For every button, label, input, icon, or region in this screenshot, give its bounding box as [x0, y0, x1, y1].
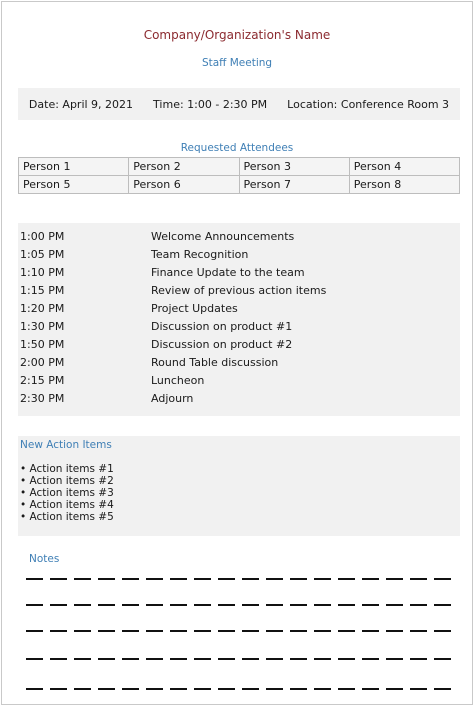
attendee-cell: Person 7	[239, 176, 349, 194]
attendees-title: Requested Attendees	[180, 142, 294, 154]
attendees-row	[19, 176, 460, 194]
meeting-time: Time: 1:00 - 2:30 PM	[153, 97, 268, 111]
agenda-time: 2:00 PM	[20, 356, 65, 369]
agenda-time: 1:15 PM	[20, 284, 65, 297]
attendees-row	[19, 158, 460, 176]
action-item: • Action items #5	[20, 511, 114, 523]
agenda-row	[18, 248, 460, 266]
agenda-time: 2:15 PM	[20, 374, 65, 387]
agenda-time: 1:50 PM	[20, 338, 65, 351]
attendee-cell: Person 3	[239, 158, 349, 176]
action-item: • Action items #2	[20, 475, 114, 487]
agenda-row	[18, 338, 460, 356]
attendee-cell: Person 5	[19, 176, 129, 194]
agenda-time: 1:00 PM	[20, 230, 65, 243]
meeting-info-bar	[18, 88, 460, 120]
attendee-cell: Person 8	[349, 176, 459, 194]
agenda-item: Team Recognition	[151, 248, 249, 261]
agenda-time: 2:30 PM	[20, 392, 65, 405]
attendee-cell: Person 2	[129, 158, 239, 176]
notes-title: Notes	[29, 553, 60, 565]
agenda-item: Luncheon	[151, 374, 205, 387]
meeting-location: Location: Conference Room 3	[287, 97, 450, 111]
attendee-cell: Person 1	[19, 158, 129, 176]
agenda-row	[18, 356, 460, 374]
agenda-item: Project Updates	[151, 302, 238, 315]
notes-line	[26, 658, 452, 660]
agenda-item: Discussion on product #1	[151, 320, 293, 333]
agenda-item: Adjourn	[151, 392, 194, 405]
agenda-item: Welcome Announcements	[151, 230, 295, 243]
agenda-row	[18, 320, 460, 338]
agenda-item: Review of previous action items	[151, 284, 327, 297]
agenda-row	[18, 374, 460, 392]
agenda-item: Discussion on product #2	[151, 338, 293, 351]
attendee-cell: Person 6	[129, 176, 239, 194]
agenda-row	[18, 302, 460, 320]
agenda-item: Round Table discussion	[151, 356, 279, 369]
action-item: • Action items #3	[20, 487, 114, 499]
agenda-time: 1:20 PM	[20, 302, 65, 315]
agenda-row	[18, 266, 460, 284]
agenda-item: Finance Update to the team	[151, 266, 305, 279]
action-item: • Action items #1	[20, 463, 114, 475]
meeting-agenda-page	[1, 1, 473, 705]
notes-line	[26, 604, 452, 606]
agenda-row	[18, 230, 460, 248]
organization-name: Company/Organization's Name	[143, 28, 331, 42]
agenda-panel	[18, 223, 460, 416]
agenda-row	[18, 392, 460, 410]
meeting-date: Date: April 9, 2021	[28, 97, 134, 111]
notes-line	[26, 688, 452, 690]
notes-line	[26, 630, 452, 632]
notes-line	[26, 578, 452, 580]
attendee-cell: Person 4	[349, 158, 459, 176]
attendees-table	[18, 157, 460, 194]
action-item: • Action items #4	[20, 499, 114, 511]
agenda-time: 1:05 PM	[20, 248, 65, 261]
action-items-panel	[18, 436, 460, 536]
agenda-time: 1:30 PM	[20, 320, 65, 333]
action-items-list	[20, 463, 114, 523]
agenda-row	[18, 284, 460, 302]
agenda-time: 1:10 PM	[20, 266, 65, 279]
meeting-title: Staff Meeting	[201, 57, 273, 69]
action-items-title: New Action Items	[20, 439, 112, 451]
